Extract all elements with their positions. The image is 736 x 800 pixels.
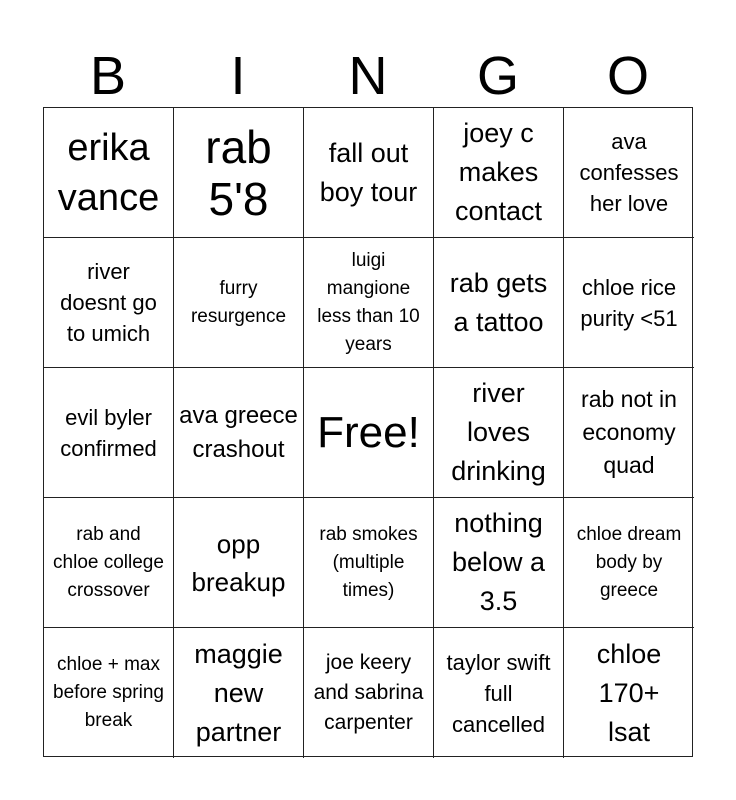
free-space-text: Free! (317, 407, 420, 457)
cell-text: evil byler confirmed (60, 404, 157, 461)
cell-text: rab not in economy quad (581, 386, 677, 478)
bingo-cell[interactable] (304, 238, 434, 368)
bingo-cell[interactable] (434, 238, 564, 368)
cell-text: chloe 170+ lsat (596, 638, 662, 747)
bingo-header (43, 44, 693, 108)
cell-text: fall out boy tour (319, 137, 418, 207)
header-letter-b: B (89, 46, 127, 106)
cell-text: river loves drinking (451, 378, 546, 486)
bingo-cell[interactable] (44, 368, 174, 498)
bingo-cell[interactable] (174, 368, 304, 498)
cell-text: erika vance (57, 126, 160, 219)
bingo-cell[interactable] (44, 108, 174, 238)
cell-text: luigi mangione less than 10 years (317, 249, 420, 355)
cell-text: opp breakup (191, 528, 286, 597)
free-space[interactable] (304, 368, 434, 498)
cell-text: furry resurgence (190, 277, 287, 327)
bingo-cell[interactable] (434, 628, 564, 758)
header-letter-n: N (348, 46, 388, 106)
bingo-cell[interactable] (564, 368, 694, 498)
header-letter-o: O (606, 46, 649, 106)
bingo-cell[interactable] (174, 628, 304, 758)
cell-text: nothing below a 3.5 (451, 508, 546, 616)
bingo-cell[interactable] (174, 498, 304, 628)
cell-text: chloe dream body by greece (576, 523, 682, 601)
bingo-cell[interactable] (564, 238, 694, 368)
cell-text: rab 5'8 (205, 120, 272, 225)
bingo-cell[interactable] (44, 238, 174, 368)
cell-text: rab smokes (multiple times) (319, 523, 418, 601)
bingo-cell[interactable] (304, 628, 434, 758)
cell-text: chloe rice purity <51 (580, 274, 678, 331)
bingo-cell[interactable] (434, 368, 564, 498)
bingo-cell[interactable] (304, 498, 434, 628)
cell-text: ava confesses her love (579, 129, 679, 216)
bingo-cell[interactable] (564, 108, 694, 238)
bingo-cell[interactable] (174, 238, 304, 368)
cell-text: river doesnt go to umich (60, 259, 157, 346)
bingo-cell[interactable] (434, 498, 564, 628)
bingo-cell[interactable] (44, 498, 174, 628)
bingo-cell[interactable] (174, 108, 304, 238)
bingo-cell[interactable] (434, 108, 564, 238)
cell-text: rab gets a tattoo (449, 267, 548, 337)
cell-text: joey c makes contact (454, 118, 543, 226)
header-letter-g: G (476, 46, 519, 106)
cell-text: chloe + max before spring break (53, 654, 164, 731)
cell-text: rab and chloe college crossover (53, 523, 164, 601)
header-letter-i: I (230, 46, 246, 106)
bingo-cell[interactable] (44, 628, 174, 758)
cell-text: ava greece crashout (179, 401, 298, 463)
bingo-cell[interactable] (564, 628, 694, 758)
bingo-board (43, 107, 693, 757)
cell-text: maggie new partner (194, 638, 283, 747)
bingo-cell[interactable] (304, 108, 434, 238)
bingo-cell[interactable] (564, 498, 694, 628)
cell-text: joe keery and sabrina carpenter (313, 651, 424, 734)
cell-text: taylor swift full cancelled (446, 649, 551, 737)
